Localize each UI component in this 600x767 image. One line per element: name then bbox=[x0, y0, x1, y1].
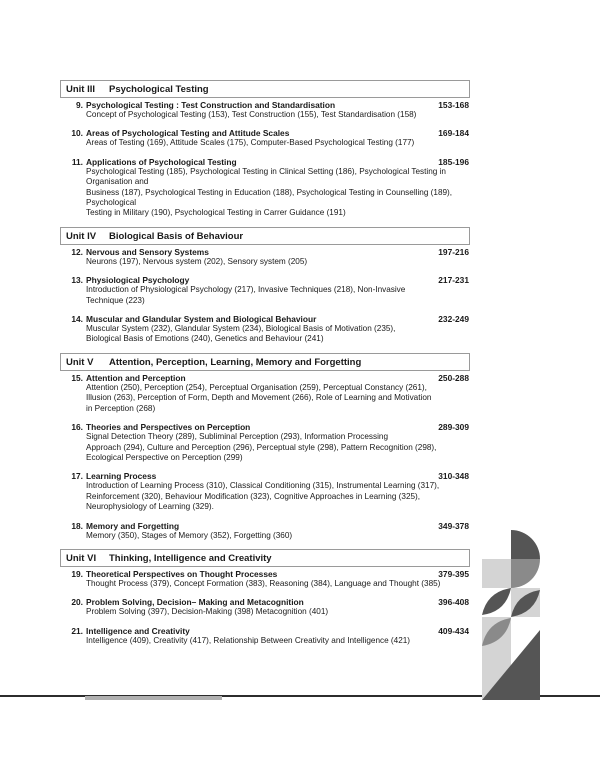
unit-number: Unit III bbox=[66, 84, 96, 95]
chapter-subtopics bbox=[66, 138, 470, 148]
footer-tab bbox=[85, 696, 222, 700]
subtopic-line: in Perception (268) bbox=[86, 403, 156, 413]
deco-light-square-top bbox=[482, 559, 511, 588]
chapter-title-line bbox=[66, 597, 430, 607]
subtopic-line: Areas of Testing (169), Attitude Scales (175), Computer-Based Psychological Testing (177) bbox=[86, 138, 415, 148]
chapter-subtopics bbox=[66, 285, 470, 306]
chapter-entry[interactable] bbox=[60, 569, 470, 589]
chapter-pages: 409-434 bbox=[438, 625, 469, 636]
chapter-number: 20. bbox=[71, 597, 83, 608]
chapter-number: 14. bbox=[71, 314, 83, 325]
chapter-number: 16. bbox=[71, 422, 83, 433]
chapter-title-line bbox=[66, 100, 430, 110]
chapter-subtopics bbox=[66, 636, 470, 646]
subtopic-line: Illusion (263), Perception of Form, Depth and Movement (266), Role of Learning and Motivation bbox=[86, 393, 432, 403]
subtopic-line: Organisation and bbox=[86, 177, 149, 187]
chapter-title: Areas of Psychological Testing and Attitude Scales bbox=[86, 128, 290, 139]
chapter-entry[interactable] bbox=[60, 314, 470, 345]
chapter-title: Nervous and Sensory Systems bbox=[86, 246, 209, 257]
chapter-pages: 232-249 bbox=[438, 314, 469, 325]
unit-number: Unit IV bbox=[66, 230, 97, 242]
table-of-contents bbox=[60, 80, 470, 654]
chapter-title-line bbox=[66, 422, 430, 432]
chapter-subtopics bbox=[66, 607, 470, 617]
unit-number: Unit VI bbox=[66, 552, 97, 564]
chapter-entry[interactable] bbox=[60, 626, 470, 646]
subtopic-line: Neurophysiology of Learning (329). bbox=[86, 502, 214, 512]
chapter-pages: 169-184 bbox=[438, 128, 469, 139]
unit-number: Unit V bbox=[66, 356, 94, 368]
subtopic-line: Signal Detection Theory (289), Subliminal Perception (293), Information Processing bbox=[86, 432, 389, 442]
subtopic-line: Business (187), Psychological Testing in Education (188), Psychological Testing in Counselling (189), bbox=[86, 187, 453, 197]
chapter-title: Attention and Perception bbox=[86, 372, 186, 383]
chapter-entry[interactable] bbox=[60, 275, 470, 306]
unit-header bbox=[60, 80, 470, 98]
subtopic-line: Psychological bbox=[86, 198, 137, 208]
chapter-pages: 310-348 bbox=[438, 471, 469, 482]
chapter-subtopics bbox=[66, 167, 470, 219]
decorative-shapes bbox=[482, 530, 540, 700]
chapter-title: Theories and Perspectives on Perception bbox=[86, 422, 251, 433]
subtopic-line: Memory (350), Stages of Memory (352), Forgetting (360) bbox=[86, 530, 293, 540]
chapter-subtopics bbox=[66, 432, 470, 463]
unit-section bbox=[60, 549, 470, 646]
unit-title: Psychological Testing bbox=[109, 84, 209, 95]
subtopic-line: Technique (223) bbox=[86, 295, 145, 305]
chapter-number: 11. bbox=[71, 156, 83, 167]
chapter-title-line bbox=[66, 128, 430, 138]
chapter-entry[interactable] bbox=[60, 422, 470, 463]
subtopic-line: Concept of Psychological Testing (153), Test Construction (155), Test Standardisation (158) bbox=[86, 110, 417, 119]
subtopic-line: Intelligence (409), Creativity (417), Relationship Between Creativity and Intelligence (421) bbox=[86, 635, 411, 645]
unit-header bbox=[60, 353, 470, 371]
chapter-entry[interactable] bbox=[60, 157, 470, 219]
chapter-entry[interactable] bbox=[60, 128, 470, 148]
chapter-title: Psychological Testing : Test Construction and Standardisation bbox=[86, 100, 336, 110]
chapter-title-line bbox=[66, 521, 430, 531]
chapter-title: Problem Solving, Decision– Making and Metacognition bbox=[86, 597, 304, 608]
chapter-entry[interactable] bbox=[60, 521, 470, 541]
chapter-title-line bbox=[66, 314, 430, 324]
chapter-number: 9. bbox=[76, 100, 83, 110]
subtopic-line: Reinforcement (320), Behaviour Modification (323), Cognitive Approaches in Learning (325), bbox=[86, 491, 421, 501]
chapter-title-line bbox=[66, 275, 430, 285]
subtopic-line: Muscular System (232), Glandular System (234), Biological Basis of Motivation (235), bbox=[86, 324, 396, 334]
chapter-subtopics bbox=[66, 324, 470, 345]
chapter-subtopics bbox=[66, 481, 470, 512]
chapter-subtopics bbox=[66, 383, 470, 414]
chapter-title: Applications of Psychological Testing bbox=[86, 156, 237, 167]
subtopic-line: Attention (250), Perception (254), Perceptual Organisation (259), Perceptual Constancy (261), bbox=[86, 382, 427, 392]
chapter-subtopics bbox=[66, 257, 470, 267]
unit-title: Attention, Perception, Learning, Memory and Forgetting bbox=[109, 356, 362, 368]
chapter-entry[interactable] bbox=[60, 471, 470, 512]
chapter-title-line bbox=[66, 569, 430, 579]
chapter-pages: 185-196 bbox=[438, 156, 469, 167]
subtopic-line: Thought Process (379), Concept Formation (383), Reasoning (384), Language and Thought (385) bbox=[86, 578, 441, 588]
chapter-number: 19. bbox=[71, 568, 83, 579]
subtopic-line: Introduction of Learning Process (310), Classical Conditioning (315), Instrumental Learning (317), bbox=[86, 481, 440, 491]
chapter-pages: 289-309 bbox=[438, 422, 469, 433]
chapter-number: 13. bbox=[71, 275, 83, 286]
deco-leaf-1 bbox=[482, 588, 511, 615]
chapter-entry[interactable] bbox=[60, 247, 470, 267]
chapter-entry[interactable] bbox=[60, 597, 470, 617]
unit-section bbox=[60, 227, 470, 345]
unit-section bbox=[60, 80, 470, 219]
chapter-number: 15. bbox=[71, 372, 83, 383]
chapter-pages: 217-231 bbox=[438, 275, 469, 286]
subtopic-line: Problem Solving (397), Decision-Making (398) Metacognition (401) bbox=[86, 607, 329, 617]
subtopic-line: Introduction of Physiological Psychology (217), Invasive Techniques (218), Non-Invasive bbox=[86, 285, 406, 295]
chapter-entry[interactable] bbox=[60, 373, 470, 414]
chapter-number: 17. bbox=[71, 471, 83, 482]
chapter-title: Intelligence and Creativity bbox=[86, 625, 190, 636]
chapter-title-line bbox=[66, 373, 430, 383]
subtopic-line: Testing in Military (190), Psychological Testing in Carrer Guidance (191) bbox=[86, 208, 346, 218]
chapter-pages: 197-216 bbox=[438, 246, 469, 257]
unit-title: Thinking, Intelligence and Creativity bbox=[109, 552, 272, 564]
chapter-pages: 250-288 bbox=[438, 372, 469, 383]
chapter-subtopics bbox=[66, 531, 470, 541]
chapter-title: Physiological Psychology bbox=[86, 275, 190, 286]
unit-header bbox=[60, 549, 470, 567]
subtopic-line: Biological Basis of Emotions (240), Genetics and Behaviour (241) bbox=[86, 334, 324, 344]
chapter-number: 12. bbox=[71, 246, 83, 257]
chapter-number: 18. bbox=[71, 520, 83, 531]
chapter-title-line bbox=[66, 157, 430, 167]
unit-title: Biological Basis of Behaviour bbox=[109, 230, 244, 242]
chapter-pages: 349-378 bbox=[438, 520, 469, 531]
chapter-number: 10. bbox=[71, 128, 83, 139]
unit-section bbox=[60, 353, 470, 541]
subtopic-line: Neurons (197), Nervous system (202), Sensory system (205) bbox=[86, 256, 308, 266]
chapter-title: Muscular and Glandular System and Biological Behaviour bbox=[86, 314, 317, 325]
chapter-title: Memory and Forgetting bbox=[86, 520, 180, 531]
chapter-subtopics bbox=[66, 579, 470, 589]
chapter-title-line bbox=[66, 626, 430, 636]
chapter-pages: 396-408 bbox=[438, 597, 469, 608]
chapter-pages: 379-395 bbox=[438, 568, 469, 579]
unit-header bbox=[60, 227, 470, 245]
chapter-title-line bbox=[66, 247, 430, 257]
deco-quarter-circle bbox=[511, 559, 540, 588]
subtopic-line: Psychological Testing (185), Psychological Testing in Clinical Setting (186), Psychological Testing in bbox=[86, 166, 446, 176]
chapter-subtopics bbox=[66, 110, 470, 120]
subtopic-line: Ecological Perspective on Perception (299) bbox=[86, 452, 243, 462]
chapter-title-line bbox=[66, 471, 430, 481]
chapter-title: Learning Process bbox=[86, 471, 157, 482]
deco-half-circle bbox=[511, 530, 540, 559]
subtopic-line: Approach (294), Culture and Perception (296), Perceptual style (298), Pattern Recognition (298), bbox=[86, 442, 437, 452]
chapter-title: Theoretical Perspectives on Thought Processes bbox=[86, 568, 278, 579]
chapter-entry[interactable] bbox=[60, 100, 470, 120]
chapter-pages: 153-168 bbox=[438, 100, 469, 110]
chapter-number: 21. bbox=[71, 625, 83, 636]
